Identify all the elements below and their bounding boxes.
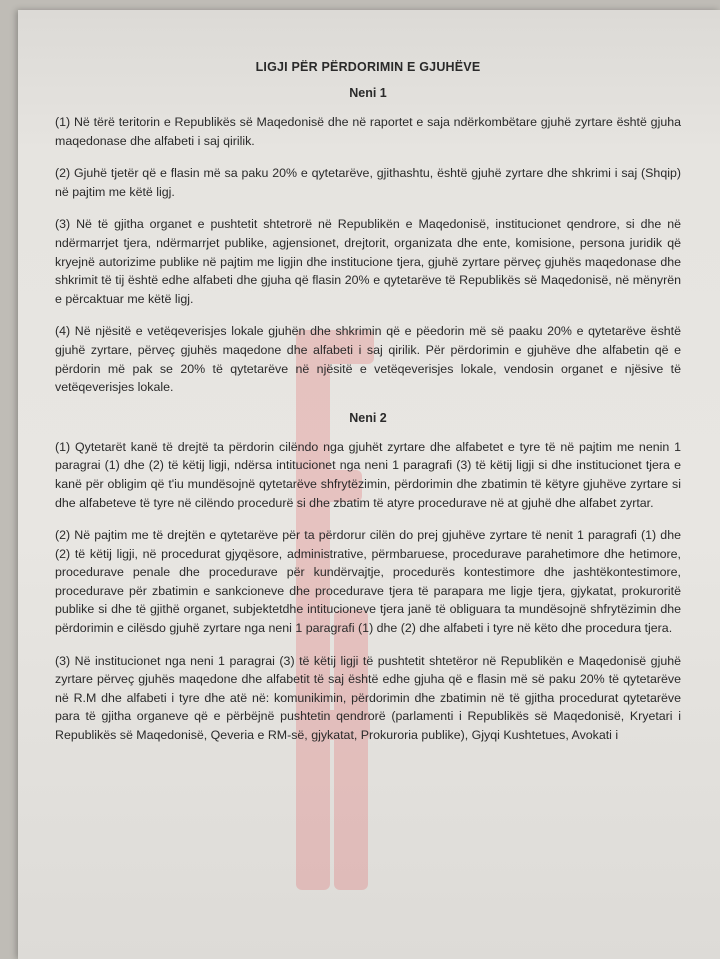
article-paragraph: (3) Në institucionet nga neni 1 paragrai (3) të këtij ligji të pushtetit shtetëror në Republikën e Maqedonisë gjuhë zyrtare përveç gjuhës maqedone dhe alfabetit të saj është edhe gjuha që e flasin më së paku 20% të qytetarëve në R.M dhe alfabeti i tyre dhe atë në: komunikimin, përdorimin dhe zbatimin në të gjitha procedurat qytetarëve para të gjitha organeve që e përbëjnë pushtetin qendrorë (parlamenti i Republikës së Maqedonisë, Kryetari i Republikës së Maqedonisë, Qeveria e RM-së, gjykatat, Prokuroria publike), Gjyqi Kushtetues, Avokati i (55, 653, 681, 743)
document-sheet (18, 10, 720, 959)
article-paragraph: (2) Gjuhë tjetër që e flasin më sa paku 20% e qytetarëve, gjithashtu, është gjuhë zyrtare dhe shkrimi i saj (Shqip) në pajtim me këtë ligj. (55, 166, 681, 199)
article-heading: Neni 2 (349, 410, 387, 425)
article-paragraph: (3) Në të gjitha organet e pushtetit shtetrorë në Republikën e Maqedonisë, institucionet qendrore, si dhe në ndërmarrjet tjera, ndërmarrjet publike, agjensionet, drejtorit, organizata dhe ente, komisione, persona juridik që kryejnë autorizime publike në pajtim me ligjin dhe institucione tjera, gjuhë zyrtare përveç gjuhës maqedonase dhe shkrimit të tij është edhe alfabeti dhe gjuha që flasin 20% e qytetarëve të Republikës së Maqedonisë, në mënyrën e përcaktuar me këtë ligj. (55, 217, 681, 306)
document-title: LIGJI PËR PËRDORIMIN E GJUHËVE (255, 60, 481, 74)
article-heading: Neni 1 (349, 86, 387, 100)
article-paragraph: (1) Në tërë teritorin e Republikës së Maqedonisë dhe në raportet e saja ndërkombëtare gjuhë zyrtare është gjuha maqedonase dhe alfabeti i saj qirilik. (55, 115, 681, 148)
article-paragraph: (1) Qytetarët kanë të drejtë ta përdorin cilëndo nga gjuhët zyrtare dhe alfabetet e tyre të në pajtim me nenin 1 paragrai (1) dhe (2) të këtij ligji, ndërsa intitucionet nga neni 1 paragrafi (3) të këtij ligji si dhe institucionet tjera e kanë për obligim që t'iu mundësojnë qytetarëve shfrytëzimin, përdorimin dhe zbatimin të këtyre gjuhëve zyrtare si dhe alfabeteve të tyre në cilëndo procedurë si dhe zbatim të atyre procedurave në at gjuhë dhe alfabet zyrtar. (55, 439, 681, 510)
article-paragraph: (4) Në njësitë e vetëqeverisjes lokale gjuhën dhe shkrimin që e pëedorin më së paaku 20% e qytetarëve është gjuhë zyrtare, përveç gjuhës maqedone dhe alfabeti i saj qirilik. Për përdorimin e gjuhëve dhe alfabetin që e përdorin më pak se 20% të qytetarëve në njësitë e vetëqeverisjes lokale, vendosin organet e njësive të vetëqeverisjes lokale. (55, 324, 681, 395)
document-body (55, 60, 681, 745)
article-paragraph: (2) Në pajtim me të drejtën e qytetarëve për ta përdorur cilën do prej gjuhëve zyrtare të nenit 1 paragrafi (1) dhe (2) të këtij ligji, në procedurat gjyqësore, administrative, përmbaruese, procedurave parahetimore dhe hetimore, procedurave penale dhe procedurave për kundërvajtje, procedurës kontestimore dhe jashtëkontestimore, procedurave për zbatimin e sankcioneve dhe procedurave tjera të parapara me ligje tjera, gjykatat, prokuroritë publike si dhe të gjithë organet, subjektetdhe intitucioneve tjera janë të obliguara ta mundësojnë shfrytëzimin dhe përdorimin e cilësdo gjuhë zyrtare nga neni 1 paragrafi (1) dhe (2) dhe alfabeti i tyre në këto dhe procedura tjera. (55, 528, 681, 636)
